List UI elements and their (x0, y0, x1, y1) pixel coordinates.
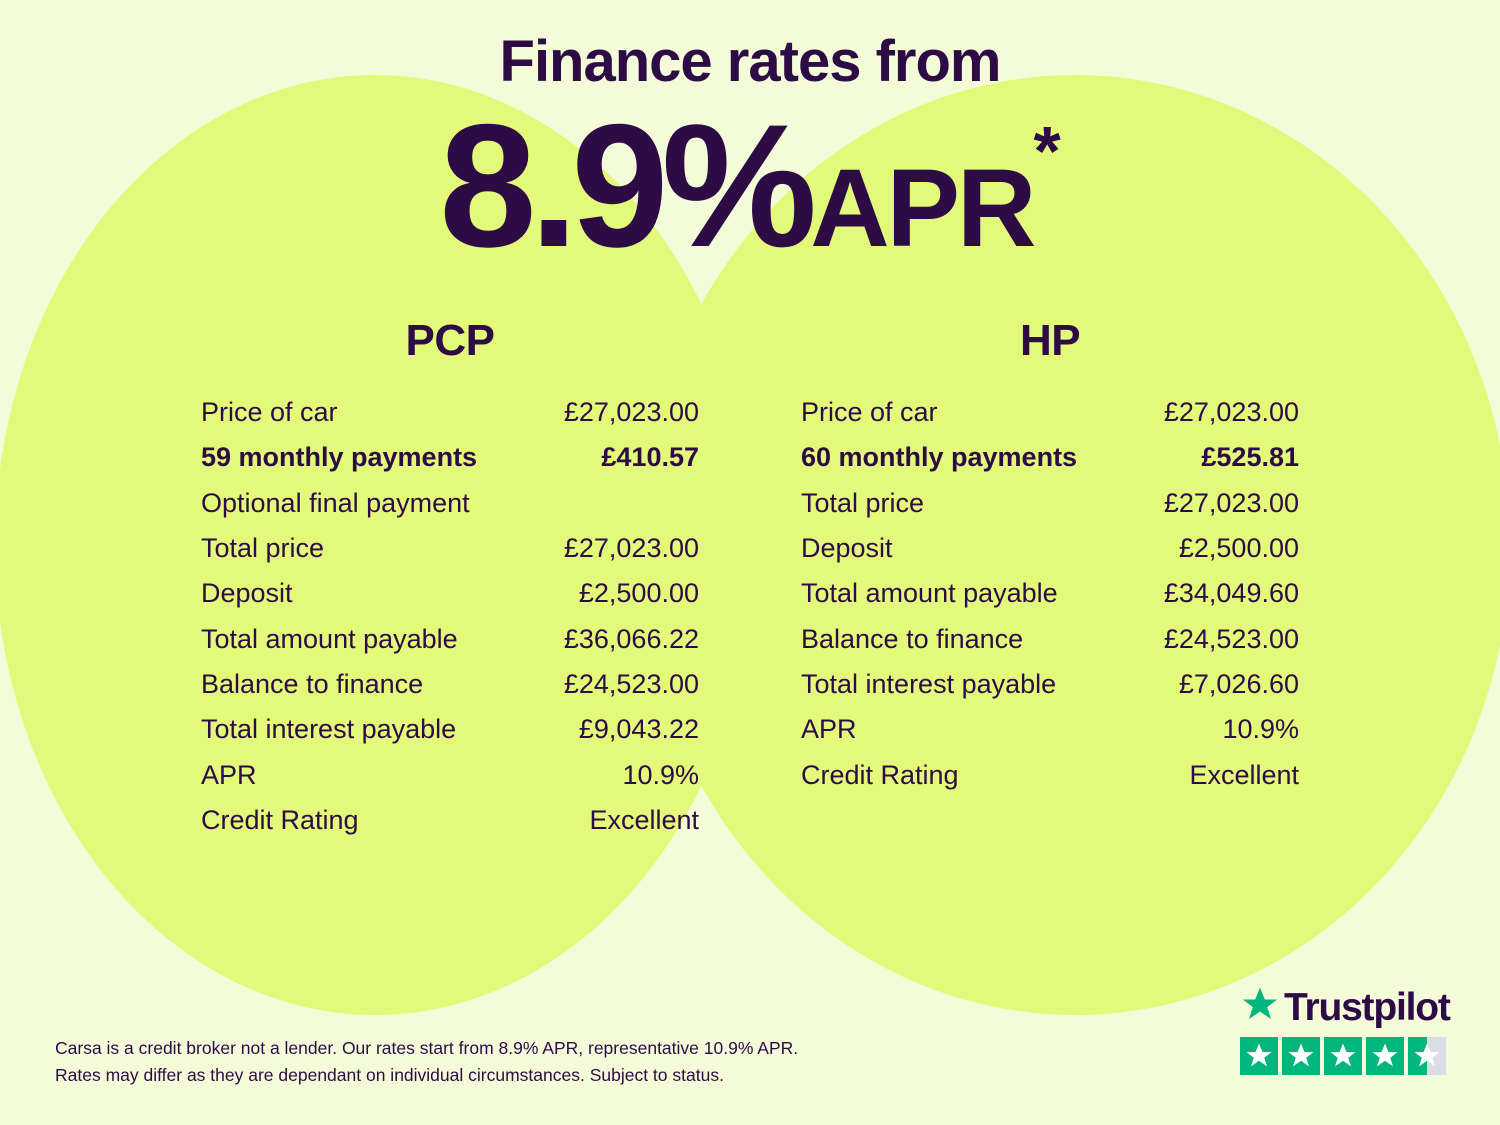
row-value: 10.9% (622, 759, 699, 790)
row-value: Excellent (589, 805, 699, 836)
row-value: £27,023.00 (1163, 487, 1299, 518)
rate-suffix: APR (810, 146, 1034, 270)
row-label: Total amount payable (801, 578, 1058, 609)
finance-column-pcp (150, 316, 750, 844)
table-row (186, 526, 714, 571)
row-value: Excellent (1189, 759, 1299, 790)
row-label: Total interest payable (201, 714, 457, 745)
disclaimer-line-1: Carsa is a credit broker not a lender. Our rates start from 8.9% APR, representative 10.9% APR. (55, 1037, 799, 1058)
row-label: Total price (801, 487, 925, 518)
table-row (786, 617, 1314, 662)
table-row (786, 526, 1314, 571)
row-label: Deposit (201, 578, 293, 609)
row-value: £24,523.00 (563, 669, 699, 700)
disclaimer-line-2: Rates may differ as they are dependant on individual circumstances. Subject to status. (55, 1064, 724, 1085)
table-row (786, 481, 1314, 526)
table-row (186, 617, 714, 662)
finance-columns (0, 316, 1500, 844)
row-value: £7,026.60 (1178, 669, 1299, 700)
row-label: Credit Rating (201, 805, 359, 836)
trustpilot-rating[interactable] (1240, 985, 1452, 1075)
row-value: £24,523.00 (1163, 623, 1299, 654)
row-label: Total price (201, 532, 325, 563)
row-value: £27,023.00 (563, 532, 699, 563)
trustpilot-star-icon (1240, 985, 1280, 1030)
table-row (786, 390, 1314, 435)
star-icon (1282, 1037, 1320, 1075)
table-row (186, 571, 714, 616)
row-value: £525.81 (1201, 442, 1299, 473)
row-value: £27,023.00 (1163, 396, 1299, 427)
star-icon (1240, 1037, 1278, 1075)
column-title-hp: HP (1019, 315, 1081, 365)
row-label: Deposit (801, 532, 893, 563)
row-label: Total amount payable (201, 623, 458, 654)
table-row (786, 662, 1314, 707)
column-title-pcp: PCP (405, 315, 495, 365)
table-row (786, 753, 1314, 798)
table-row (186, 481, 714, 526)
row-label: Price of car (201, 396, 338, 427)
table-row (186, 707, 714, 752)
table-row (786, 435, 1314, 480)
row-value: £410.57 (601, 442, 699, 473)
trustpilot-logo (1240, 985, 1452, 1030)
row-value: £27,023.00 (563, 396, 699, 427)
row-label: Price of car (801, 396, 938, 427)
row-label: Optional final payment (201, 487, 470, 518)
trustpilot-wordmark: Trustpilot (1284, 986, 1450, 1029)
row-label: Balance to finance (201, 669, 424, 700)
rate-value: 8.9% (439, 88, 811, 284)
table-row (186, 390, 714, 435)
row-label: Balance to finance (801, 623, 1024, 654)
row-value: £9,043.22 (578, 714, 699, 745)
row-label: 60 monthly payments (801, 442, 1078, 473)
table-row (186, 435, 714, 480)
row-label: Credit Rating (801, 759, 959, 790)
row-value: £34,049.60 (1163, 578, 1299, 609)
table-row (186, 662, 714, 707)
finance-column-hp (750, 316, 1350, 844)
table-row (786, 707, 1314, 752)
trustpilot-stars (1240, 1037, 1452, 1075)
page-title: Finance rates from (499, 29, 1001, 94)
disclaimer (55, 1035, 798, 1089)
star-icon (1366, 1037, 1404, 1075)
table-row (186, 798, 714, 843)
table-row (786, 571, 1314, 616)
row-label: APR (201, 759, 257, 790)
row-label: APR (801, 714, 857, 745)
row-value: £36,066.22 (563, 623, 699, 654)
table-row (186, 753, 714, 798)
star-icon (1324, 1037, 1362, 1075)
row-value: 10.9% (1222, 714, 1299, 745)
star-half-icon (1408, 1037, 1446, 1075)
row-label: 59 monthly payments (201, 442, 478, 473)
headline-rate (0, 88, 1500, 284)
rate-asterisk: * (1033, 111, 1061, 190)
row-label: Total interest payable (801, 669, 1057, 700)
row-value: £2,500.00 (1178, 532, 1299, 563)
row-value: £2,500.00 (578, 578, 699, 609)
